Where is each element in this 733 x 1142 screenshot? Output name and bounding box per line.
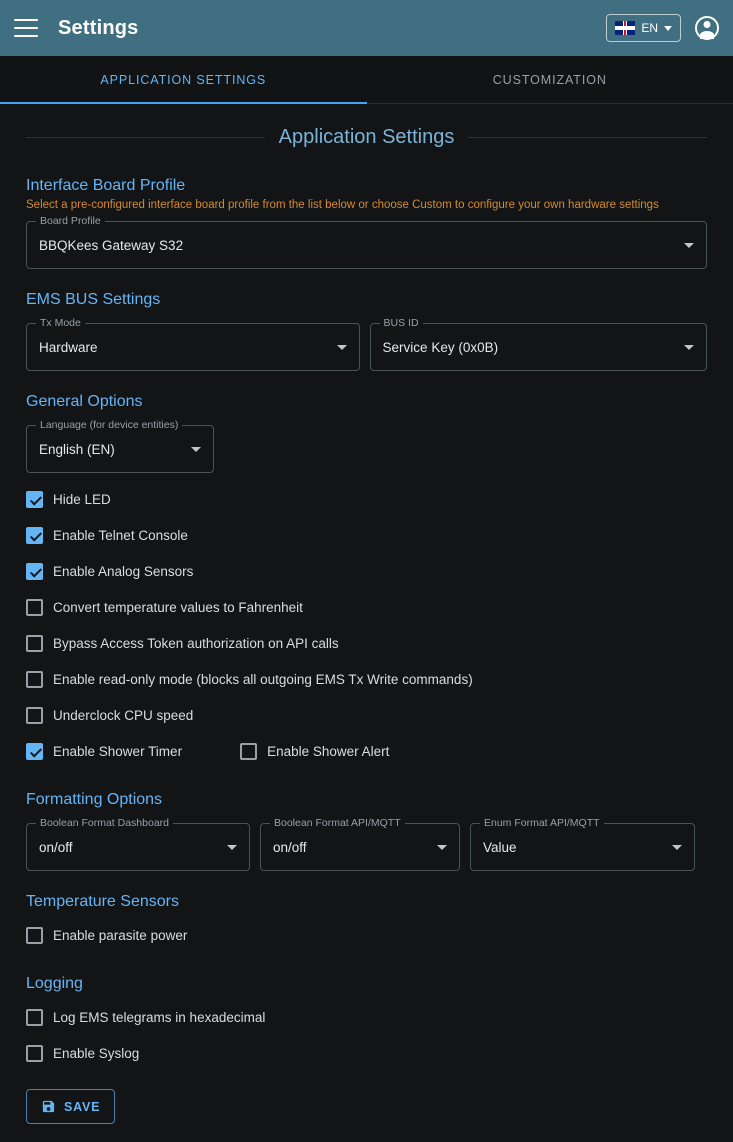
divider-left <box>26 137 265 138</box>
checkbox-row-bypass-token[interactable] <box>12 625 721 661</box>
boolean-format-dashboard-select[interactable] <box>26 817 250 871</box>
checkbox-label-bypass-token: Bypass Access Token authorization on API calls <box>53 635 339 651</box>
section-title-logging: Logging <box>26 975 83 992</box>
checkbox-hex-telegrams[interactable] <box>26 1009 43 1026</box>
checkbox-label-analog-sensors: Enable Analog Sensors <box>53 563 194 579</box>
checkbox-label-telnet-console: Enable Telnet Console <box>53 527 188 543</box>
chevron-down-icon <box>227 845 237 850</box>
content-title: Application Settings <box>278 126 455 148</box>
page-title: Settings <box>58 16 139 39</box>
checkbox-bypass-token[interactable] <box>26 635 43 652</box>
chevron-down-icon <box>672 845 682 850</box>
formatting-row <box>12 817 721 871</box>
tx-mode-value: Hardware <box>39 339 98 355</box>
app-bar <box>0 0 733 56</box>
checkbox-fahrenheit[interactable] <box>26 599 43 616</box>
checkbox-row-hide-led[interactable] <box>12 481 721 517</box>
boolean-format-api-legend: Boolean Format API/MQTT <box>270 817 405 829</box>
enum-format-api-value: Value <box>483 839 517 855</box>
section-title-temperature-sensors: Temperature Sensors <box>26 893 179 910</box>
floppy-disk-save-icon <box>41 1099 56 1114</box>
checkbox-shower-timer[interactable] <box>26 743 43 760</box>
checkbox-hide-led[interactable] <box>26 491 43 508</box>
boolean-format-dashboard-legend: Boolean Format Dashboard <box>36 817 173 829</box>
checkbox-row-analog-sensors[interactable] <box>12 553 721 589</box>
shower-timer-group[interactable] <box>26 743 182 760</box>
checkbox-row-syslog[interactable] <box>12 1035 721 1071</box>
save-button-label: SAVE <box>64 1099 101 1114</box>
account-circle-icon[interactable] <box>695 16 719 40</box>
checkbox-shower-alert[interactable] <box>240 743 257 760</box>
chevron-down-icon <box>191 447 201 452</box>
section-header <box>12 104 721 155</box>
section-title-general-options: General Options <box>26 393 143 410</box>
checkbox-label-shower-alert: Enable Shower Alert <box>267 743 390 759</box>
checkbox-label-fahrenheit: Convert temperature values to Fahrenheit <box>53 599 303 615</box>
chevron-down-icon <box>437 845 447 850</box>
chevron-down-icon <box>337 345 347 350</box>
tab-bar <box>0 56 733 104</box>
checkbox-telnet-console[interactable] <box>26 527 43 544</box>
bus-id-legend: BUS ID <box>380 317 423 329</box>
board-profile-legend: Board Profile <box>36 215 105 227</box>
checkbox-row-fahrenheit[interactable] <box>12 589 721 625</box>
board-profile-value: BBQKees Gateway S32 <box>39 237 184 253</box>
checkbox-row-readonly-mode[interactable] <box>12 661 721 697</box>
bus-id-select[interactable] <box>370 317 707 371</box>
checkbox-label-syslog: Enable Syslog <box>53 1045 140 1061</box>
checkbox-label-hex-telegrams: Log EMS telegrams in hexadecimal <box>53 1009 266 1025</box>
section-title-ems-bus: EMS BUS Settings <box>26 291 161 308</box>
hamburger-menu-icon[interactable] <box>14 19 38 37</box>
checkbox-label-readonly-mode: Enable read-only mode (blocks all outgoing EMS Tx Write commands) <box>53 671 473 687</box>
checkbox-label-parasite-power: Enable parasite power <box>53 927 188 943</box>
save-button[interactable] <box>26 1089 115 1124</box>
enum-format-api-select[interactable] <box>470 817 695 871</box>
checkbox-row-telnet-console[interactable] <box>12 517 721 553</box>
enum-format-api-legend: Enum Format API/MQTT <box>480 817 604 829</box>
checkbox-row-underclock-cpu[interactable] <box>12 697 721 733</box>
checkbox-analog-sensors[interactable] <box>26 563 43 580</box>
language-code-label: EN <box>641 21 658 35</box>
uk-flag-icon <box>615 21 635 35</box>
checkbox-readonly-mode[interactable] <box>26 671 43 688</box>
device-language-select[interactable] <box>26 419 214 473</box>
ems-bus-row <box>12 317 721 371</box>
checkbox-parasite-power[interactable] <box>26 927 43 944</box>
boolean-format-api-select[interactable] <box>260 817 460 871</box>
tab-customization[interactable]: CUSTOMIZATION <box>492 72 607 87</box>
checkbox-label-shower-timer: Enable Shower Timer <box>53 743 183 759</box>
checkbox-label-underclock-cpu: Underclock CPU speed <box>53 707 194 723</box>
device-language-legend: Language (for device entities) <box>36 419 182 431</box>
section-title-formatting-options: Formatting Options <box>26 791 163 808</box>
section-title-interface-board: Interface Board Profile <box>26 177 186 194</box>
app-bar-actions <box>606 14 719 42</box>
boolean-format-dashboard-value: on/off <box>39 839 73 855</box>
bus-id-value: Service Key (0x0B) <box>382 339 499 355</box>
chevron-down-icon <box>684 345 694 350</box>
section-description-interface-board: Select a pre-configured interface board profile from the list below or choose Custom to configure your own hardware settings <box>26 199 659 211</box>
language-selector[interactable] <box>606 14 681 42</box>
chevron-down-icon <box>664 26 672 31</box>
language-row <box>12 419 721 473</box>
tx-mode-select[interactable] <box>26 317 360 371</box>
board-profile-select[interactable] <box>26 215 707 269</box>
checkbox-syslog[interactable] <box>26 1045 43 1062</box>
settings-content <box>0 104 733 1142</box>
tx-mode-legend: Tx Mode <box>36 317 85 329</box>
boolean-format-api-value: on/off <box>273 839 307 855</box>
checkbox-row-hex-telegrams[interactable] <box>12 999 721 1035</box>
tab-application-settings[interactable]: APPLICATION SETTINGS <box>0 56 367 103</box>
checkbox-underclock-cpu[interactable] <box>26 707 43 724</box>
chevron-down-icon <box>684 243 694 248</box>
device-language-value: English (EN) <box>39 441 115 457</box>
divider-right <box>468 137 707 138</box>
checkbox-label-hide-led: Hide LED <box>53 491 111 507</box>
shower-alert-group[interactable] <box>240 743 389 760</box>
checkbox-row-parasite-power[interactable] <box>12 917 721 953</box>
board-profile-row <box>12 215 721 269</box>
checkbox-row-shower <box>12 733 721 769</box>
